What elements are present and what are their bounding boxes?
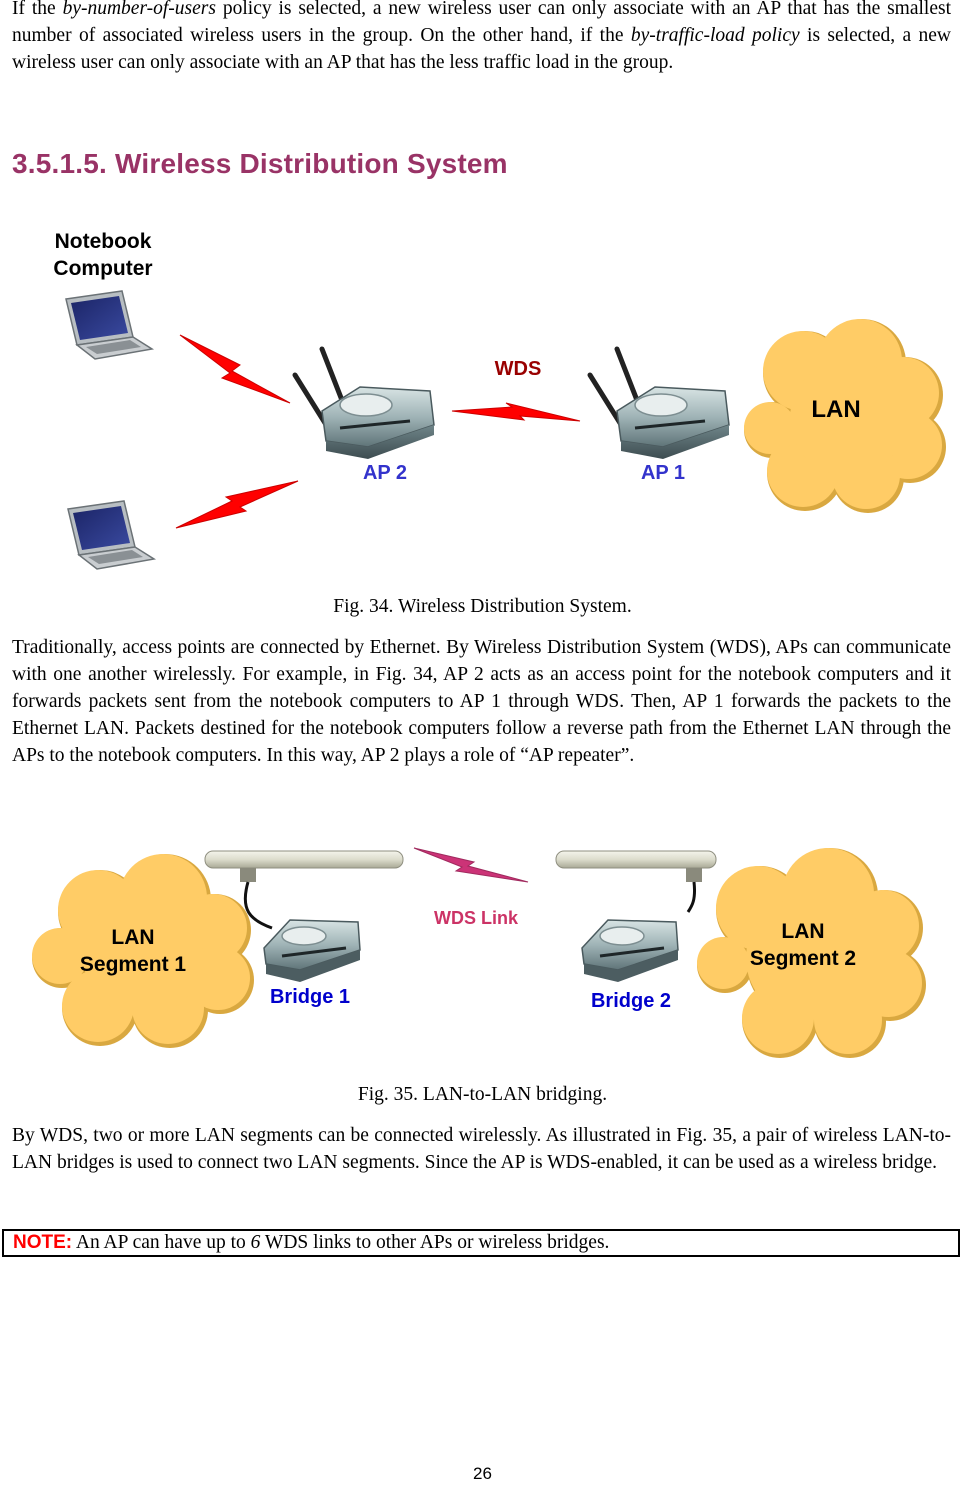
lan-segment-1-cloud <box>32 854 254 1048</box>
note-number: 6 <box>250 1232 261 1253</box>
notebook-label-line2: Computer <box>53 257 153 280</box>
figure-34-diagram <box>0 215 965 585</box>
intro-text-2: policy is selected, a new wireless user can only associate with an AP that has the smallest number of associated wireless users in the group. On the other hand, if the <box>12 0 951 46</box>
access-point-icon <box>590 349 729 459</box>
intro-text-3: is selected, a new wireless user can only associate with an AP that has the less traffic load in the group. <box>12 25 952 73</box>
page-number: 26 <box>473 1464 492 1483</box>
wireless-signal-icon <box>180 335 290 403</box>
figure-35-diagram <box>0 840 965 1065</box>
wds-signal-icon <box>452 403 580 421</box>
figure-34-caption: Fig. 34. Wireless Distribution System. <box>333 596 632 617</box>
notebook-label-line1: Notebook <box>54 230 152 253</box>
bridge-paragraph: By WDS, two or more LAN segments can be connected wirelessly. As illustrated in Fig. 35, a pair of wireless LAN-to-LAN bridges is used to connect two LAN segments. Since the AP is WDS-enabled, it can be used as a wireless bridge. <box>12 1125 951 1173</box>
bridge-icon <box>582 920 678 982</box>
intro-paragraph <box>12 0 951 76</box>
lan-segment-2-label-line2: Segment 2 <box>749 947 857 970</box>
lan-label: LAN <box>811 396 861 423</box>
wds-label: WDS <box>494 358 542 380</box>
access-point-icon <box>295 349 434 459</box>
laptop-icon <box>68 501 154 569</box>
note-label: NOTE: <box>13 1232 73 1253</box>
wds-link-signal-icon <box>414 848 528 882</box>
wds-link-label: WDS Link <box>434 908 518 928</box>
section-heading: 3.5.1.5. Wireless Distribution System <box>12 148 508 179</box>
intro-italic-1: by-number-of-users <box>62 0 216 19</box>
lan-segment-1-label-line1: LAN <box>111 926 155 949</box>
note-text-2: WDS links to other APs or wireless bridges. <box>260 1232 610 1253</box>
bridge-2-label: Bridge 2 <box>590 990 672 1012</box>
ap1-label: AP 1 <box>640 462 686 484</box>
wireless-signal-icon <box>176 481 298 528</box>
note-text-1: An AP can have up to <box>72 1232 251 1253</box>
antenna-icon <box>556 851 716 912</box>
lan-segment-2-label-line1: LAN <box>781 920 825 943</box>
ap2-label: AP 2 <box>362 462 408 484</box>
lan-segment-1-label-line2: Segment 1 <box>79 953 187 976</box>
bridge-icon <box>264 920 360 982</box>
laptop-icon <box>66 291 152 359</box>
wds-paragraph: Traditionally, access points are connected by Ethernet. By Wireless Distribution System (WDS), APs can communicate with one another wirelessly. For example, in Fig. 34, AP 2 acts as an access point for the notebook computers and it forwards packets sent from the notebook computers to AP 1 through WDS. Then, AP 1 forwards the packets to the Ethernet LAN. Packets destined for the notebook computers follow a reverse path from the Ethernet LAN through the APs to the notebook computers. In this way, AP 2 plays a role of “AP repeater”. <box>12 637 951 766</box>
bridge-1-label: Bridge 1 <box>269 986 351 1008</box>
note-box <box>2 1229 960 1257</box>
intro-text-1: If the <box>12 0 63 19</box>
figure-35-caption: Fig. 35. LAN-to-LAN bridging. <box>357 1084 608 1105</box>
intro-italic-2: by-traffic-load policy <box>630 25 800 46</box>
